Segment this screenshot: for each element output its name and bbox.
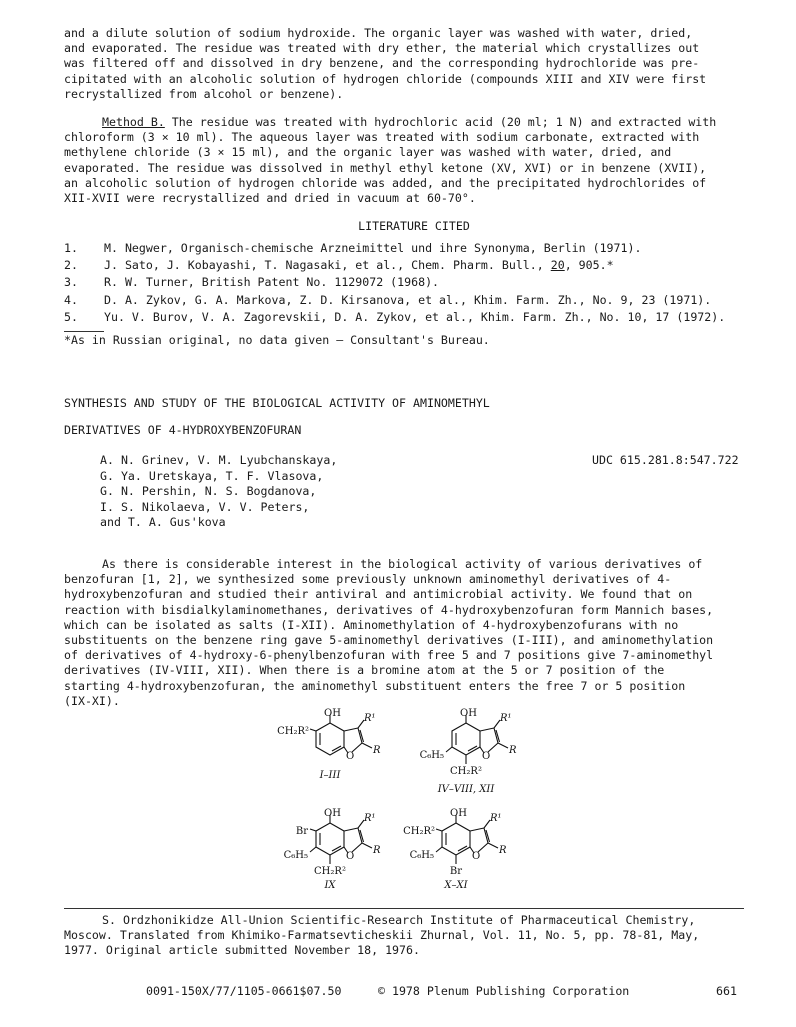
text-line: 1977. Original article submitted November 18, 1976. (64, 943, 420, 958)
article-title-line-2: DERIVATIVES OF 4-HYDROXYBENZOFURAN (64, 423, 302, 437)
text-line: derivatives (IV-VIII, XII). When there is a bromine atom at the 5 or 7 position of the (64, 663, 665, 678)
substituent-label: CH₂R² (450, 766, 482, 777)
structure-diagram-4 (398, 808, 528, 903)
reference-text (104, 258, 614, 273)
text-line: methylene chloride (3 × 15 ml), and the organic layer was washed with water, dried, and (64, 145, 672, 160)
reference-list (64, 241, 774, 327)
r-label: R (509, 745, 517, 756)
r-label: R (373, 845, 381, 856)
text-line: of derivatives of 4-hydroxy-6-phenylbenzofuran with free 5 and 7 positions give 7-aminomethyl (64, 648, 714, 663)
text-line: and a dilute solution of sodium hydroxide. The organic layer was washed with water, dried, (64, 26, 693, 40)
bromine-label: Br (295, 826, 308, 837)
method-b-first-line (64, 115, 764, 130)
footer-code: 0091-150X/77/1105-0661$07.50 (146, 984, 342, 998)
footnote: *As in Russian original, no data given — Consultant's Bureau. (64, 333, 490, 347)
text-line: starting 4-hydroxybenzofuran, the aminomethyl substituent enters the free 7 or 5 position (64, 678, 686, 693)
r1-label: R¹ (490, 813, 502, 824)
oh-label: OH (460, 708, 477, 719)
footnote-rule (64, 331, 104, 332)
author-line: A. N. Grinev, V. M. Lyubchanskaya, (100, 453, 338, 467)
text-line: was filtered off and dissolved in dry benzene, and the corresponding hydrochloride was pre- (64, 56, 700, 71)
affiliation-rule (64, 908, 744, 909)
text-line: hydroxybenzofuran and studied their antiviral and antimicrobial activity. We found that on (64, 587, 693, 602)
method-b-paragraph (64, 115, 764, 206)
text-line: reaction with bisdialkylaminomethanes, derivatives of 4-hydroxybenzofuran form Mannich bases, (64, 602, 714, 617)
phenyl-label: C₆H₅ (419, 750, 444, 761)
structure-diagram-2 (408, 708, 538, 803)
compound-label: IV–VIII, XII (437, 784, 495, 795)
oh-label: OH (324, 808, 341, 819)
r1-label: R¹ (500, 713, 512, 724)
reference-text: M. Negwer, Organisch-chemische Arzneimittel und ihre Synonyma, Berlin (1971). (104, 241, 642, 255)
reference-number: 5. (64, 309, 78, 324)
text-line: (IX-XI). (64, 693, 120, 708)
footer-copyright: © 1978 Plenum Publishing Corporation (378, 984, 630, 998)
author-line: I. S. Nikolaeva, V. V. Peters, (100, 499, 310, 514)
oh-label: OH (450, 808, 467, 819)
compound-label: I–III (319, 770, 341, 781)
oh-label: OH (324, 708, 341, 719)
text-line: which can be isolated as salts (I-XII). Aminomethylation of 4-hydroxybenzofurans with no (64, 617, 679, 632)
reference-item (64, 241, 774, 258)
text-line: substituents on the benzene ring gave 5-aminomethyl derivatives (I-III), and aminomethylation (64, 633, 714, 648)
text-line: and evaporated. The residue was treated with dry ether, the material which crystallizes out (64, 41, 700, 56)
text-line: S. Ordzhonikidze All-Union Scientific-Research Institute of Pharmaceutical Chemistry, (102, 913, 696, 927)
author-list (100, 453, 480, 531)
text-line: Moscow. Translated from Khimiko-Farmatsevticheskii Zhurnal, Vol. 11, No. 5, pp. 78-81, May, (64, 928, 700, 943)
article-title-line-1: SYNTHESIS AND STUDY OF THE BIOLOGICAL ACTIVITY OF AMINOMETHYL (64, 396, 490, 410)
substituent-label: CH₂R² (314, 866, 346, 877)
r-label: R (373, 745, 381, 756)
text-span: , 905.* (564, 258, 614, 273)
reference-item (64, 293, 774, 310)
oxygen-label: O (346, 751, 355, 762)
text-span: J. Sato, J. Kobayashi, T. Nagasaki, et al., Chem. Pharm. Bull., (104, 258, 551, 273)
reference-item (64, 258, 774, 275)
text-line: chloroform (3 × 10 ml). The aqueous layer was treated with sodium carbonate, extracted with (64, 130, 700, 145)
r-label: R (499, 845, 507, 856)
oxygen-label: O (346, 851, 355, 862)
reference-item (64, 310, 774, 327)
text-line: recrystallized from alcohol or benzene). (64, 86, 344, 101)
reference-number: 1. (64, 241, 78, 255)
text-line: As there is considerable interest in the biological activity of various derivatives of (102, 557, 703, 571)
text-line: XII-XVII were recrystallized and dried in vacuum at 60-70°. (64, 191, 476, 206)
reference-volume: 20 (550, 258, 565, 273)
reference-text: R. W. Turner, British Patent No. 1129072 (1968). (104, 275, 440, 290)
reference-number: 4. (64, 292, 78, 307)
intro-paragraph (64, 26, 764, 102)
text-line: cipitated with an alcoholic solution of hydrogen chloride (compounds XIII and XIV were first (64, 71, 707, 86)
author-line: G. Ya. Uretskaya, T. F. Vlasova, (100, 468, 324, 483)
article-body (64, 557, 764, 709)
text-line: an alcoholic solution of hydrogen chloride was added, and the precipitated hydrochlorides of (64, 175, 707, 190)
author-line: G. N. Pershin, N. S. Bogdanova, (100, 484, 317, 499)
text-span: The residue was treated with hydrochloric acid (20 ml; 1 N) and extracted with (164, 115, 717, 129)
compound-label: X–XI (444, 880, 468, 891)
bromine-label: Br (449, 866, 463, 877)
compound-label: IX (324, 880, 336, 891)
reference-item (64, 275, 774, 292)
text-line: benzofuran [1, 2], we synthesized some previously unknown aminomethyl derivatives of 4- (64, 572, 672, 587)
r1-label: R¹ (364, 813, 376, 824)
reference-number: 2. (64, 258, 78, 273)
phenyl-label: C₆H₅ (283, 850, 308, 861)
udc-code: UDC 615.281.8:547.722 (592, 453, 739, 467)
oxygen-label: O (482, 751, 491, 762)
literature-heading: LITERATURE CITED (358, 219, 470, 233)
page-number: 661 (716, 984, 737, 998)
author-line: and T. A. Gus'kova (100, 515, 226, 530)
reference-number: 3. (64, 275, 78, 290)
reference-text: D. A. Zykov, G. A. Markova, Z. D. Kirsanova, et al., Khim. Farm. Zh., No. 9, 23 (1971). (104, 292, 712, 307)
r1-label: R¹ (364, 713, 376, 724)
substituent-label: CH₂R² (403, 826, 435, 837)
oxygen-label: O (472, 851, 481, 862)
structure-diagram-3 (272, 808, 402, 903)
phenyl-label: C₆H₅ (409, 850, 434, 861)
text-line: evaporated. The residue was dissolved in methyl ethyl ketone (XV, XVI) or in benzene (XVII), (64, 160, 707, 175)
substituent-label: CH₂R² (277, 726, 309, 737)
reference-text: Yu. V. Burov, V. A. Zagorevskii, D. A. Zykov, et al., Khim. Farm. Zh., No. 10, 17 (1972). (104, 309, 726, 324)
structure-diagram-1 (272, 708, 392, 788)
method-b-label: Method B. (102, 115, 165, 129)
affiliation-block (64, 913, 774, 959)
